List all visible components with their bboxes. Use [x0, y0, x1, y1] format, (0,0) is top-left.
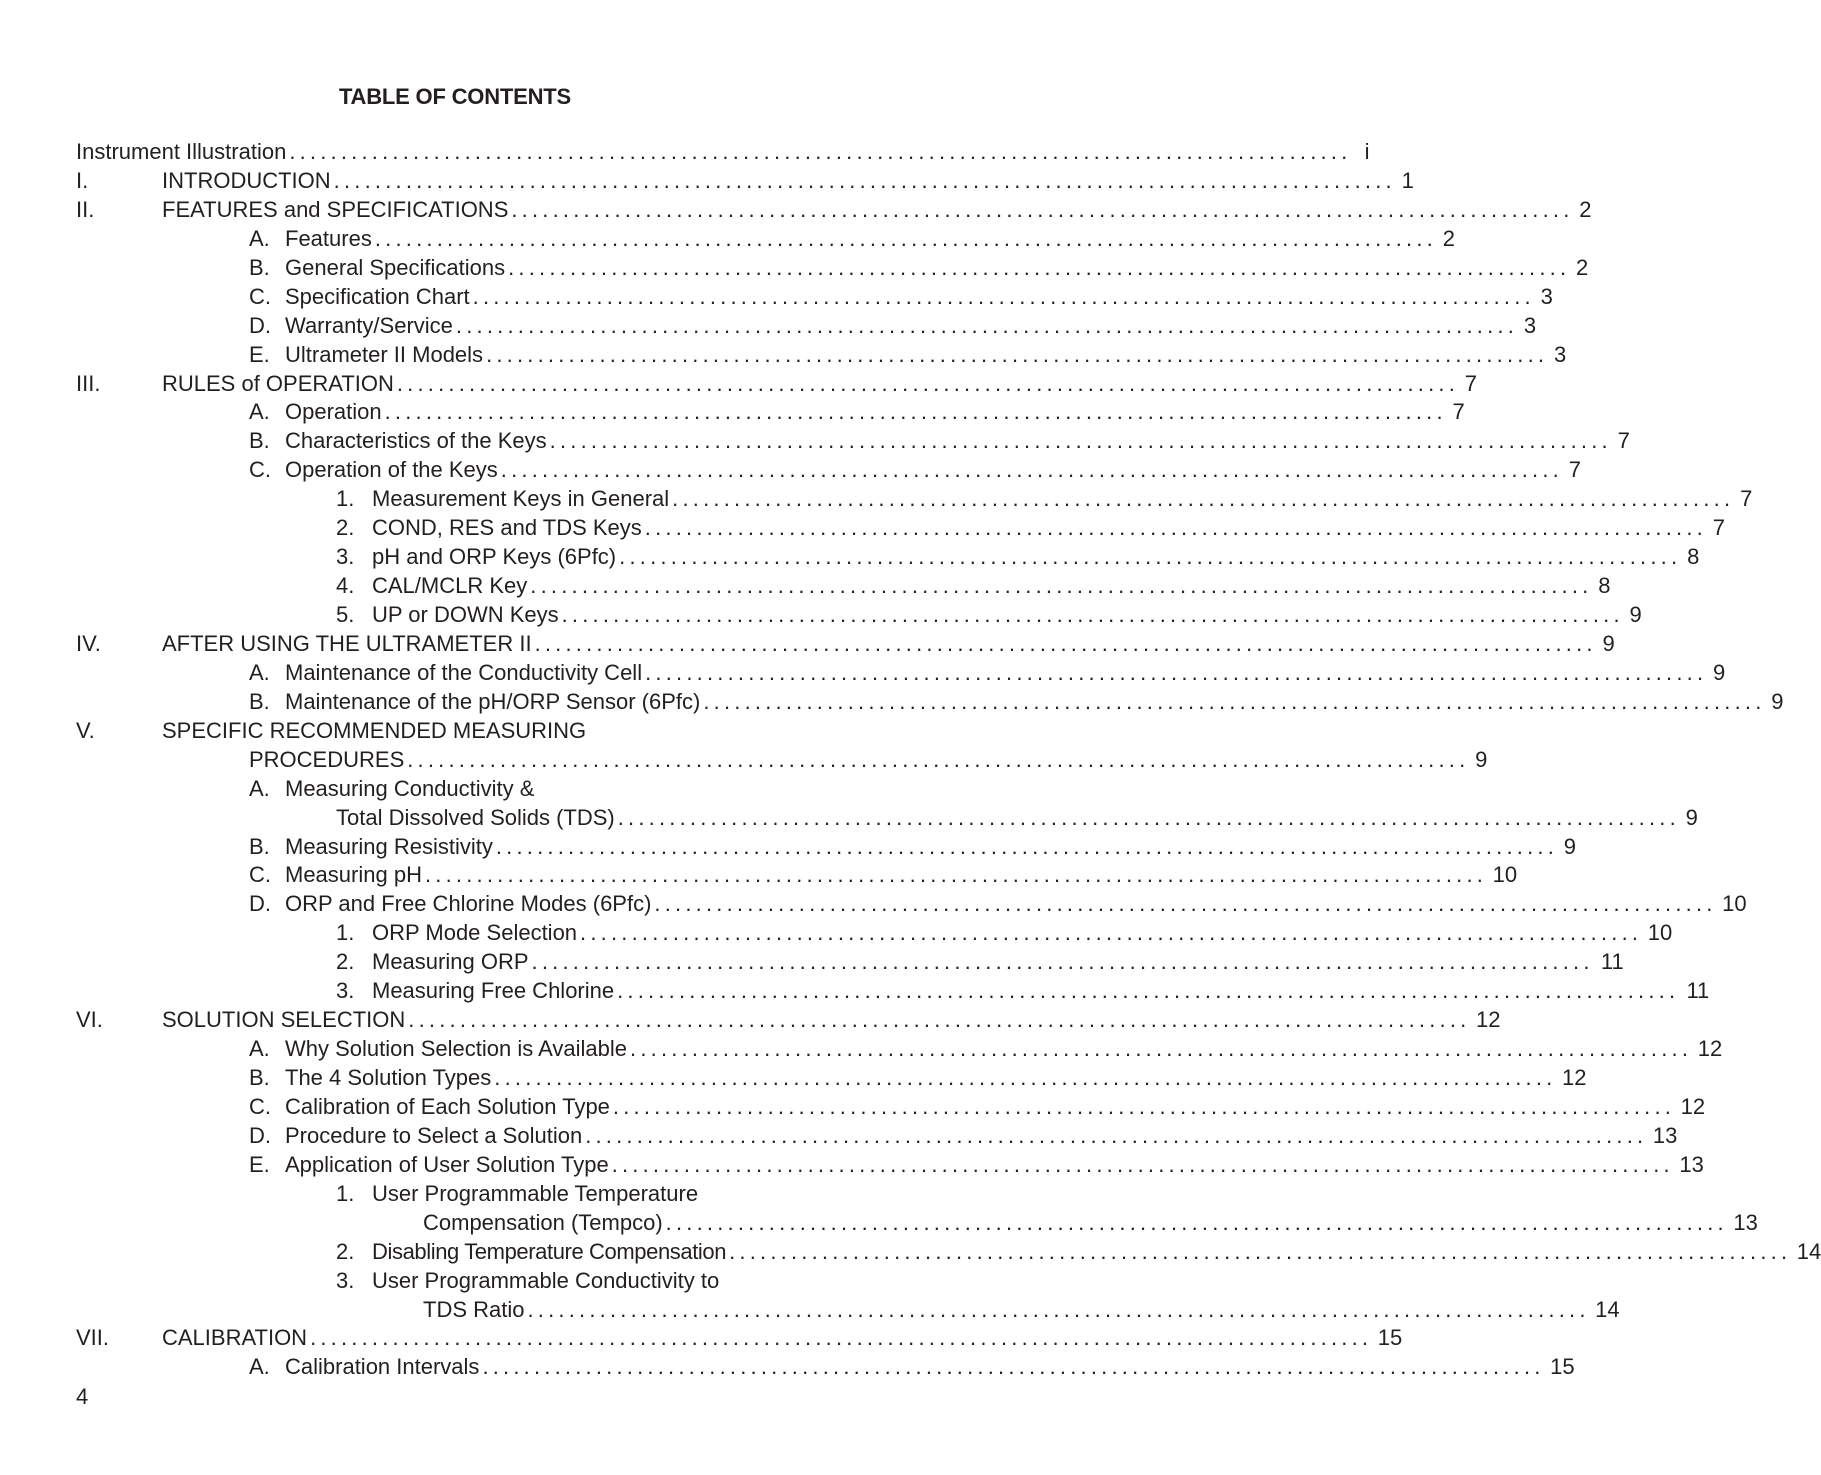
toc-page-number: 9: [1602, 630, 1615, 656]
toc-page-number: 9: [1629, 602, 1642, 627]
toc-entry[interactable]: [0, 341, 1567, 370]
toc-page-number: 2: [1576, 254, 1589, 280]
dot-leader: .......................................................................................................: [384, 399, 1447, 425]
subsection-letter: D.: [249, 891, 271, 917]
toc-page-number: 3: [1553, 341, 1567, 367]
item-number: 3.: [336, 544, 355, 570]
toc-entry-title: User Programmable Temperature: [372, 1180, 699, 1206]
toc-page-number: 14: [1796, 1238, 1821, 1264]
toc-entry[interactable]: [0, 138, 1370, 167]
section-number: VII.: [76, 1325, 110, 1351]
toc-entry[interactable]: [0, 1151, 1704, 1180]
toc-entry-title: Procedure to Select a Solution: [285, 1122, 583, 1148]
toc-entry-body: [249, 1064, 1587, 1093]
dot-leader: .......................................................................................................: [495, 833, 1559, 859]
dot-leader: .......................................................................................................: [580, 920, 1643, 946]
subsection-letter: A.: [249, 1036, 270, 1062]
toc-entry-body: [423, 1296, 1620, 1325]
subsection-letter: D.: [249, 1122, 271, 1148]
page-title: TABLE OF CONTENTS: [338, 84, 572, 109]
toc-entry[interactable]: [0, 659, 1726, 688]
toc-entry[interactable]: [0, 630, 1615, 659]
section-number: I.: [76, 167, 89, 193]
toc-page-number: 9: [1685, 804, 1698, 830]
toc-entry-body: [162, 630, 1615, 659]
toc-entry-body: [249, 283, 1553, 312]
toc-page-number: 7: [1712, 515, 1725, 541]
toc-entry-body: [76, 138, 1370, 167]
toc-page-number: 7: [1464, 370, 1478, 396]
subsection-letter: C.: [249, 457, 271, 483]
toc-entry[interactable]: [0, 514, 1725, 543]
dot-leader: .......................................................................................................: [630, 1036, 1693, 1062]
subsection-letter: E.: [249, 1151, 270, 1177]
toc-entry-title: ORP Mode Selection: [372, 920, 578, 946]
toc-entry-body: [249, 341, 1567, 370]
dot-leader: .......................................................................................................: [482, 1354, 1545, 1380]
subsection-letter: B.: [249, 688, 270, 714]
toc-entry[interactable]: [0, 485, 1753, 514]
toc-entry-title: Calibration of Each Solution Type: [285, 1093, 610, 1119]
item-number: 1.: [336, 486, 355, 512]
toc-entry-body: [423, 1209, 1758, 1238]
toc-entry-body: [336, 485, 1753, 514]
toc-entry[interactable]: [0, 1093, 1706, 1122]
toc-page-number: 15: [1550, 1354, 1575, 1380]
toc-entry-body: [162, 196, 1592, 225]
toc-entry-title: Warranty/Service: [285, 312, 453, 338]
section-number: IV.: [76, 630, 101, 656]
toc-entry[interactable]: [0, 370, 1478, 399]
toc-entry-body: [336, 804, 1698, 833]
toc-page-number: 7: [1452, 399, 1465, 425]
toc-entry[interactable]: [0, 601, 1642, 630]
toc-entry-body: [336, 543, 1700, 572]
toc-entry-body: [249, 1035, 1723, 1064]
toc-entry[interactable]: [0, 775, 954, 804]
toc-entry-title: Measurement Keys in General: [372, 486, 670, 512]
subsection-letter: C.: [249, 283, 271, 309]
toc-entry-title: Compensation (Tempco): [423, 1209, 663, 1235]
toc-page-number: 12: [1680, 1093, 1706, 1119]
toc-entry-body: [162, 167, 1414, 196]
toc-page-number: 10: [1492, 862, 1518, 888]
toc-page-number: i: [1364, 139, 1370, 164]
toc-entry[interactable]: [0, 717, 954, 746]
toc-entry-title: SOLUTION SELECTION: [162, 1007, 406, 1033]
toc-entry[interactable]: [0, 919, 1673, 948]
toc-entry-title: Measuring Conductivity &: [285, 775, 535, 801]
toc-entry-title: User Programmable Conductivity to: [372, 1267, 720, 1293]
toc-entry-title: Measuring Free Chlorine: [372, 978, 615, 1004]
toc-entry-body: [249, 398, 1465, 427]
toc-page-number: 9: [1475, 746, 1488, 772]
toc-entry[interactable]: [0, 861, 1518, 890]
toc-entry-body: [249, 312, 1537, 341]
toc-page-number: 12: [1697, 1036, 1723, 1062]
toc-entry-body: [249, 1093, 1706, 1122]
dot-leader: .......................................................................................................: [396, 370, 1460, 396]
toc-entry[interactable]: [0, 254, 1589, 283]
toc-page-number: 7: [1740, 486, 1753, 512]
toc-entry-title: AFTER USING THE ULTRAMETER II: [162, 630, 532, 656]
toc-entry[interactable]: [0, 890, 1747, 919]
dot-leader: .......................................................................................................: [289, 139, 1352, 164]
toc-entry-title: Specification Chart: [285, 283, 470, 309]
item-number: 2.: [336, 949, 355, 975]
toc-entry-continuation[interactable]: [0, 1209, 1758, 1238]
toc-entry-title: Measuring ORP: [372, 949, 529, 975]
toc-entry-title: Operation: [285, 399, 382, 425]
toc-entry-body: [249, 775, 534, 804]
dot-leader: .......................................................................................................: [654, 891, 1717, 917]
toc-entry[interactable]: [0, 1064, 1587, 1093]
subsection-letter: A.: [249, 1354, 270, 1380]
toc-entry-title: FEATURES and SPECIFICATIONS: [162, 196, 509, 222]
toc-entry-title: Calibration Intervals: [285, 1354, 480, 1380]
toc-entry-title: SPECIFIC RECOMMENDED MEASURING: [162, 717, 587, 743]
dot-leader: .......................................................................................................: [561, 602, 1624, 627]
toc-entry-title: Maintenance of the Conductivity Cell: [285, 659, 643, 685]
toc-entry-body: [249, 659, 1726, 688]
toc-entry-title: Measuring Resistivity: [285, 833, 493, 859]
toc-entry[interactable]: [0, 572, 1611, 601]
toc-entry-body: [336, 601, 1642, 630]
subsection-letter: D.: [249, 312, 271, 338]
toc-page-number: 14: [1595, 1296, 1620, 1322]
dot-leader: .......................................................................................................: [333, 167, 1396, 193]
subsection-letter: C.: [249, 1093, 271, 1119]
dot-leader: .......................................................................................................: [729, 1238, 1792, 1264]
dot-leader: .......................................................................................................: [549, 428, 1612, 454]
toc-entry-title: Application of User Solution Type: [285, 1151, 609, 1177]
toc-page-number: 13: [1652, 1122, 1678, 1148]
table-of-contents: [0, 138, 1821, 1382]
dot-leader: .......................................................................................................: [527, 1296, 1590, 1322]
toc-page-number: 2: [1442, 225, 1455, 251]
dot-leader: .......................................................................................................: [508, 254, 1571, 280]
toc-entry-body: [249, 427, 1630, 456]
dot-leader: .......................................................................................................: [665, 1209, 1728, 1235]
toc-entry[interactable]: [0, 1180, 954, 1209]
subsection-letter: A.: [249, 775, 270, 801]
toc-page-number: 1: [1401, 167, 1414, 193]
toc-page-number: 9: [1771, 688, 1784, 714]
toc-entry-body: [249, 1151, 1704, 1180]
toc-page-number: 9: [1563, 833, 1577, 859]
toc-entry-body: [249, 890, 1747, 919]
toc-entry[interactable]: [0, 977, 1710, 1006]
item-number: 4.: [336, 573, 355, 599]
toc-entry[interactable]: [0, 1122, 1678, 1151]
toc-entry[interactable]: [0, 1238, 1821, 1267]
toc-entry[interactable]: [0, 427, 1630, 456]
toc-entry[interactable]: [0, 948, 1624, 977]
subsection-letter: B.: [249, 428, 270, 454]
dot-leader: .......................................................................................................: [374, 225, 1437, 251]
dot-leader: .......................................................................................................: [310, 1325, 1373, 1351]
toc-entry-title: General Specifications: [285, 254, 506, 280]
toc-entry-title: Disabling Temperature Compensation: [372, 1238, 727, 1264]
dot-leader: .......................................................................................................: [407, 746, 1470, 772]
dot-leader: .......................................................................................................: [472, 283, 1535, 309]
dot-leader: .......................................................................................................: [424, 862, 1488, 888]
toc-entry[interactable]: [0, 196, 1592, 225]
toc-entry-title: ORP and Free Chlorine Modes (6Pfc): [285, 891, 652, 917]
toc-page-number: 10: [1647, 920, 1673, 946]
toc-entry-title: pH and ORP Keys (6Pfc): [372, 544, 617, 570]
toc-entry[interactable]: [0, 312, 1537, 341]
dot-leader: .......................................................................................................: [585, 1122, 1648, 1148]
section-number: VI.: [76, 1007, 103, 1033]
toc-entry-body: [249, 1122, 1678, 1151]
subsection-letter: A.: [249, 659, 270, 685]
toc-page-number: 11: [1600, 949, 1624, 975]
toc-page-number: 3: [1523, 312, 1537, 338]
toc-entry-body: [162, 1324, 1403, 1353]
dot-leader: .......................................................................................................: [703, 688, 1766, 714]
dot-leader: .......................................................................................................: [672, 486, 1735, 512]
toc-entry[interactable]: [0, 456, 1581, 485]
section-number: V.: [76, 717, 95, 743]
toc-entry-title: CAL/MCLR Key: [372, 573, 528, 599]
toc-entry[interactable]: [0, 167, 1414, 196]
toc-entry-body: [249, 746, 1488, 775]
toc-entry-body: [162, 717, 586, 746]
subsection-letter: B.: [249, 1065, 270, 1090]
toc-entry-continuation[interactable]: [0, 746, 1488, 775]
toc-entry-body: [249, 833, 1577, 862]
dot-leader: .......................................................................................................: [619, 544, 1682, 570]
toc-page-number: 8: [1687, 544, 1700, 570]
toc-entry[interactable]: [0, 1006, 1501, 1035]
toc-entry-title: Features: [285, 225, 372, 251]
dot-leader: .......................................................................................................: [534, 630, 1597, 656]
toc-entry[interactable]: [0, 225, 1455, 254]
dot-leader: .......................................................................................................: [611, 1151, 1674, 1177]
item-number: 1.: [336, 1180, 355, 1206]
toc-entry-body: [249, 1353, 1575, 1382]
toc-entry-body: [336, 919, 1673, 948]
toc-page-number: 7: [1617, 428, 1630, 454]
toc-entry-body: [336, 977, 1710, 1006]
toc-entry[interactable]: [0, 1353, 1575, 1382]
item-number: 2.: [336, 515, 355, 541]
toc-page-number: 9: [1713, 659, 1726, 685]
toc-page-number: 12: [1561, 1065, 1587, 1090]
subsection-letter: E.: [249, 341, 270, 367]
toc-entry-body: [249, 861, 1518, 890]
toc-entry[interactable]: [0, 1267, 954, 1296]
toc-entry[interactable]: [0, 543, 1700, 572]
toc-entry-title: COND, RES and TDS Keys: [372, 515, 642, 541]
toc-entry-title: Characteristics of the Keys: [285, 428, 547, 454]
toc-entry-body: [336, 1267, 719, 1296]
toc-page-number: 7: [1568, 457, 1581, 483]
toc-entry-body: [249, 254, 1589, 283]
toc-page-number: 3: [1540, 283, 1553, 309]
dot-leader: .......................................................................................................: [612, 1093, 1676, 1119]
dot-leader: .......................................................................................................: [617, 804, 1680, 830]
subsection-letter: A.: [249, 399, 270, 425]
toc-page-number: 10: [1722, 891, 1747, 917]
toc-entry-title: Instrument Illustration: [76, 139, 287, 164]
toc-entry-title: Total Dissolved Solids (TDS): [336, 804, 615, 830]
footer-page-number: 4: [76, 1384, 89, 1409]
subsection-letter: C.: [249, 862, 271, 888]
subsection-letter: B.: [249, 254, 270, 280]
section-number: II.: [76, 196, 95, 222]
toc-entry-title: TDS Ratio: [423, 1296, 525, 1322]
toc-entry[interactable]: [0, 833, 1577, 862]
toc-entry[interactable]: [0, 688, 1784, 717]
item-number: 3.: [336, 1267, 355, 1293]
toc-entry-title: The 4 Solution Types: [285, 1065, 492, 1090]
toc-entry-title: CALIBRATION: [162, 1325, 308, 1351]
item-number: 2.: [336, 1238, 355, 1264]
toc-entry[interactable]: [0, 1324, 1403, 1353]
toc-entry-body: [336, 572, 1611, 601]
subsection-letter: A.: [249, 225, 270, 251]
dot-leader: .......................................................................................................: [408, 1007, 1471, 1033]
dot-leader: .......................................................................................................: [511, 196, 1574, 222]
dot-leader: .......................................................................................................: [644, 515, 1707, 541]
item-number: 1.: [336, 920, 355, 946]
toc-entry-title: Maintenance of the pH/ORP Sensor (6Pfc): [285, 688, 701, 714]
toc-page-number: 11: [1686, 978, 1710, 1004]
dot-leader: .......................................................................................................: [455, 312, 1519, 338]
toc-entry-continuation[interactable]: [0, 1296, 1620, 1325]
toc-entry-body: [162, 370, 1478, 399]
toc-entry[interactable]: [0, 1035, 1723, 1064]
toc-page-number: 12: [1475, 1007, 1501, 1033]
toc-entry-title: Why Solution Selection is Available: [285, 1036, 628, 1062]
toc-entry[interactable]: [0, 283, 1553, 312]
dot-leader: .......................................................................................................: [530, 573, 1593, 599]
dot-leader: .......................................................................................................: [645, 659, 1708, 685]
toc-entry-body: [162, 1006, 1501, 1035]
item-number: 3.: [336, 978, 355, 1004]
dot-leader: .......................................................................................................: [486, 341, 1549, 367]
section-number: III.: [76, 370, 101, 396]
item-number: 5.: [336, 602, 355, 627]
toc-entry-body: [249, 688, 1784, 717]
toc-entry-body: [336, 1238, 1821, 1267]
subsection-letter: B.: [249, 833, 270, 859]
toc-entry-title: INTRODUCTION: [162, 167, 331, 193]
toc-entry-body: [336, 514, 1725, 543]
toc-entry-continuation[interactable]: [0, 804, 1698, 833]
toc-page-number: 2: [1579, 196, 1592, 222]
toc-page-number: 8: [1598, 573, 1611, 599]
toc-entry-body: [249, 225, 1455, 254]
dot-leader: .......................................................................................................: [531, 949, 1594, 975]
toc-page-number: 13: [1679, 1151, 1704, 1177]
toc-entry-title: Operation of the Keys: [285, 457, 498, 483]
toc-page-number: 15: [1377, 1325, 1403, 1351]
dot-leader: .......................................................................................................: [617, 978, 1680, 1004]
toc-entry-title: PROCEDURES: [249, 746, 405, 772]
toc-entry-body: [336, 1180, 698, 1209]
toc-entry-title: Ultrameter II Models: [285, 341, 484, 367]
toc-entry-body: [249, 456, 1581, 485]
toc-entry-body: [336, 948, 1624, 977]
dot-leader: .......................................................................................................: [500, 457, 1563, 483]
toc-entry-title: Measuring pH: [285, 862, 422, 888]
toc-entry-title: RULES of OPERATION: [162, 370, 394, 396]
toc-entry[interactable]: [0, 398, 1465, 427]
toc-page-number: 13: [1733, 1209, 1758, 1235]
toc-entry-title: UP or DOWN Keys: [372, 602, 559, 627]
dot-leader: .......................................................................................................: [494, 1065, 1557, 1090]
